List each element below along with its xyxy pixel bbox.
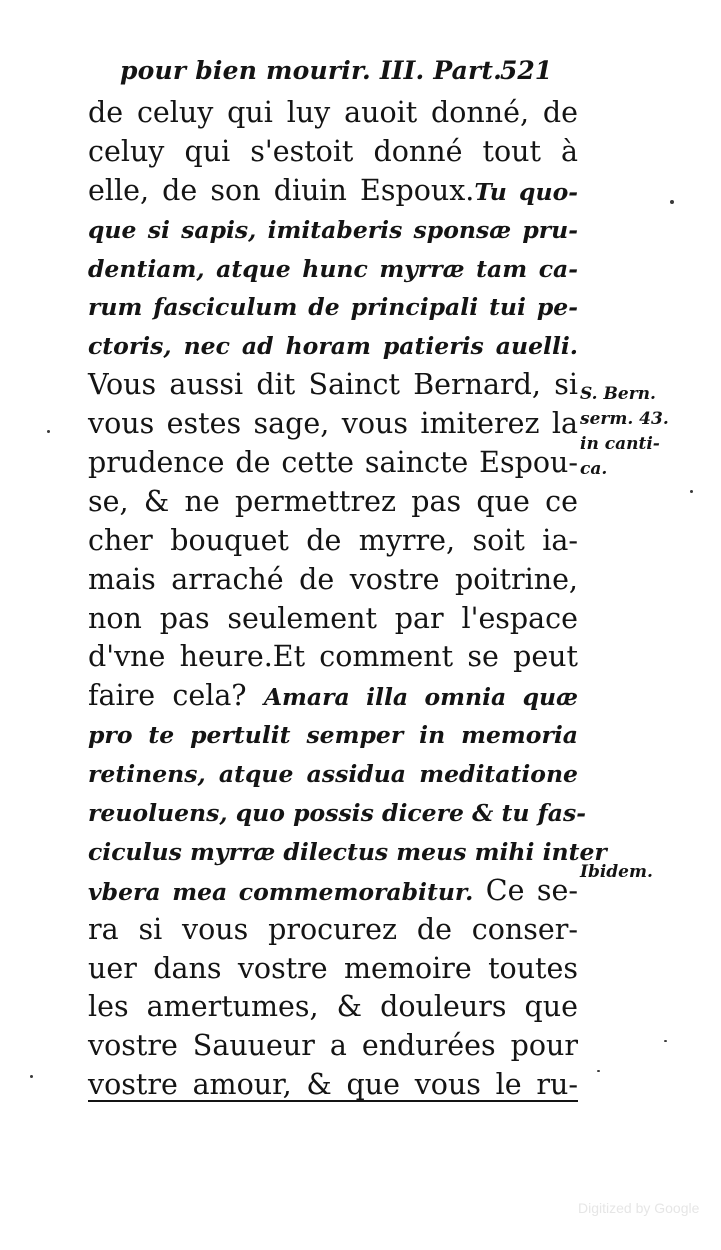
text-line: vous estes sage, vous imiterez la — [88, 407, 578, 441]
text-line: cher bouquet de myrre, soit ia- — [88, 523, 578, 557]
text-line: ra si vous procurez de conser- — [88, 912, 578, 946]
text-line: celuy qui s'estoit donné tout à — [88, 134, 578, 168]
text-line: vostre Sauueur a endurées pour — [88, 1029, 578, 1063]
marginal-note-line: in canti- — [580, 434, 660, 454]
body-text — [88, 94, 607, 1105]
text-line: les amertumes, & douleurs que — [88, 990, 578, 1024]
text-line: d'vne heure.Et comment se peut — [88, 640, 578, 674]
text-line — [88, 677, 578, 716]
latin-quotation: vbera mea commemorabitur. — [88, 877, 474, 906]
text-line: de celuy qui luy auoit donné, de — [88, 96, 578, 129]
latin-quotation-line: ciculus myrræ dilectus meus mihi inter — [88, 837, 607, 866]
latin-quotation-line: ctoris, nec ad horam patieris auelli. — [88, 332, 578, 361]
latin-quotation-line: dentiam, atque hunc myrræ tam ca- — [88, 254, 578, 283]
text-line — [88, 872, 578, 911]
text-line: prudence de cette saincte Espou- — [88, 446, 578, 480]
text-line — [88, 172, 578, 211]
digitization-watermark: Digitized by Google — [578, 1200, 700, 1216]
ink-speck — [597, 1070, 600, 1072]
page-number: 521 — [500, 56, 553, 85]
text-line: Vous aussi dit Sainct Bernard, si — [88, 368, 578, 402]
running-head: pour bien mourir. III. Part. — [120, 56, 503, 85]
marginal-note-line: S. Bern. — [580, 384, 656, 404]
ink-speck — [30, 1075, 33, 1078]
ink-speck — [47, 430, 50, 433]
text-segment: elle, de son diuin Espoux. — [88, 173, 475, 207]
text-segment: faire cela? — [88, 679, 264, 713]
marginal-note-line: serm. 43. — [580, 409, 669, 429]
text-line: vostre amour, & que vous le ru- — [88, 1068, 578, 1102]
text-line: se, & ne permettrez pas que ce — [88, 484, 578, 518]
latin-quotation-line: rum fasciculum de principali tui pe- — [88, 293, 578, 322]
marginal-note-line: ca. — [580, 459, 608, 479]
latin-quotation-line: reuoluens, quo possis dicere & tu fas- — [88, 799, 586, 828]
latin-quotation: Amara illa omnia quæ — [263, 683, 578, 712]
marginal-note — [580, 382, 669, 482]
text-segment: Ce se- — [473, 873, 578, 907]
page-header — [120, 56, 580, 96]
marginal-note: Ibidem. — [580, 862, 653, 882]
latin-quotation-line: retinens, atque assidua meditatione — [88, 760, 578, 789]
text-line: uer dans vostre memoire toutes — [88, 951, 578, 985]
text-line: non pas seulement par l'espace — [88, 601, 578, 635]
latin-quotation-line: pro te pertulit semper in memoria — [88, 721, 578, 750]
text-line: mais arraché de vostre poitrine, — [88, 562, 578, 596]
ink-speck — [690, 490, 693, 493]
latin-quotation: Tu quo- — [474, 177, 579, 206]
ink-speck — [664, 1040, 667, 1042]
ink-speck — [670, 200, 674, 204]
latin-quotation-line: que si sapis, imitaberis sponsæ pru- — [88, 215, 578, 244]
